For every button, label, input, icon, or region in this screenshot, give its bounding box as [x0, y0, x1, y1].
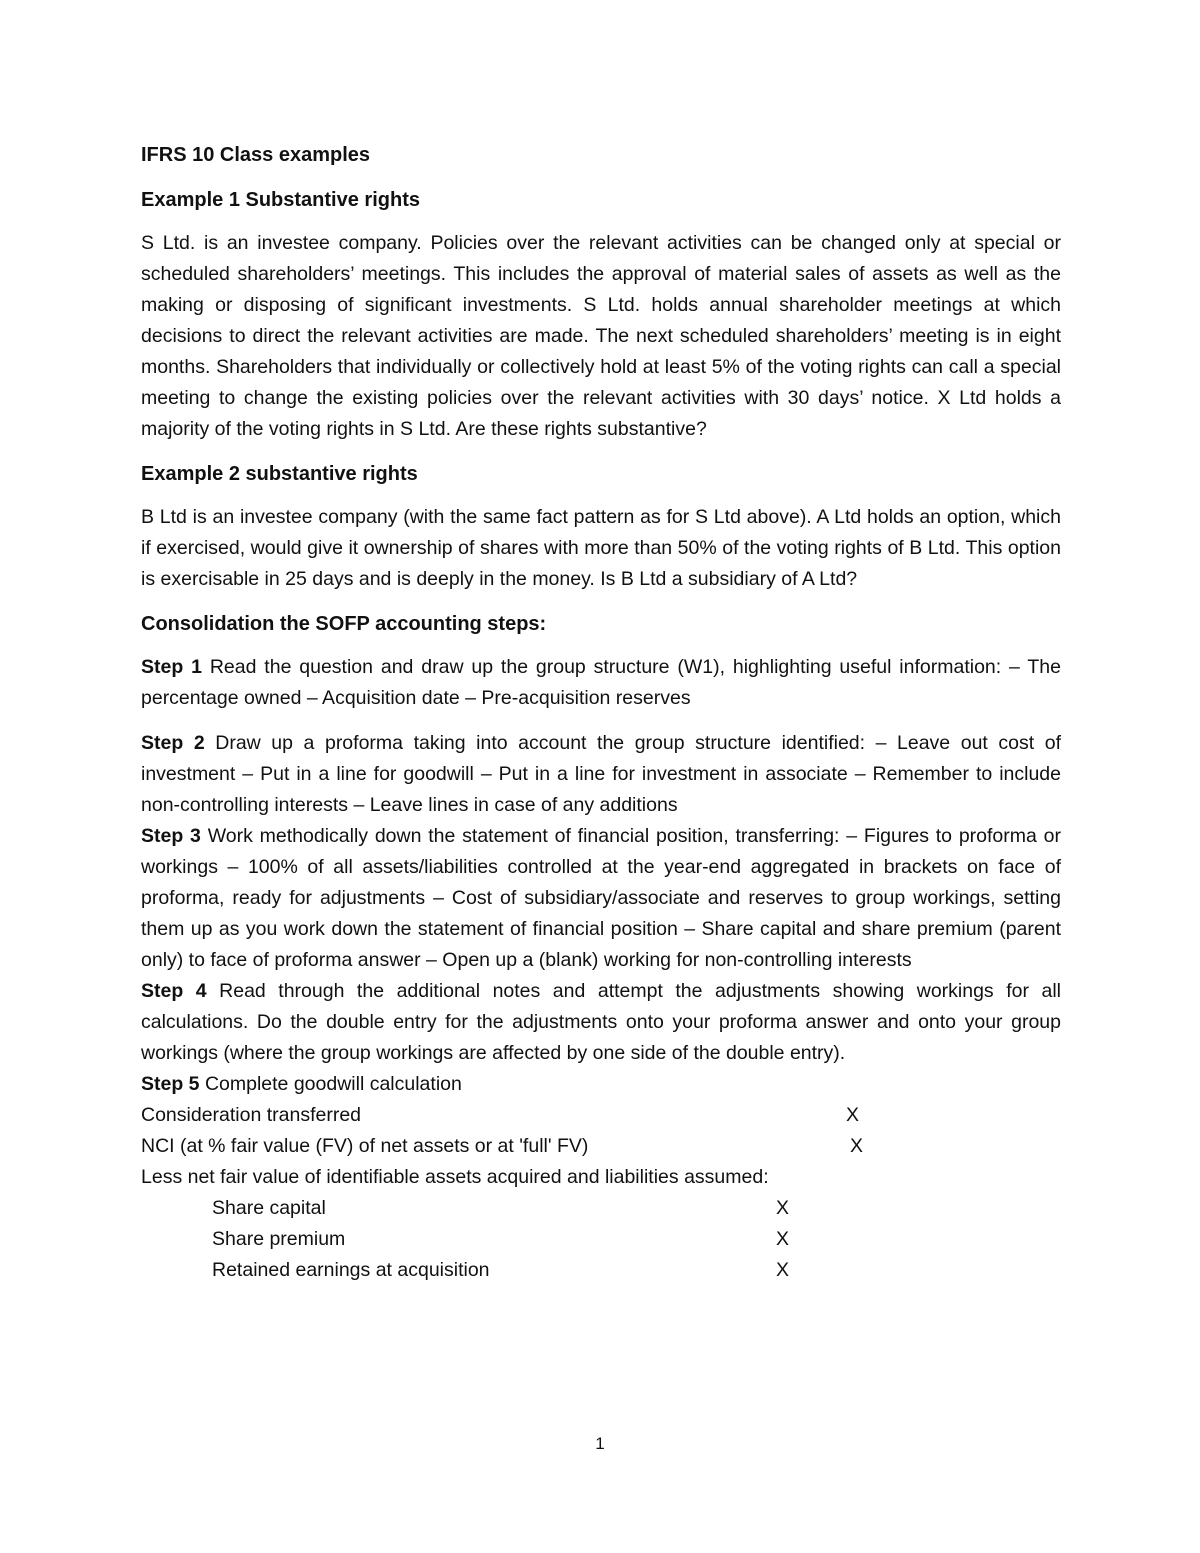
goodwill-row	[141, 1131, 1061, 1162]
goodwill-row-label: Share capital	[212, 1197, 326, 1219]
step-text: Complete goodwill calculation	[199, 1073, 462, 1095]
step-text: Read through the additional notes and attempt the adjustments showing workings for all calculations. Do the double entry for the adjustments onto your proforma answer and onto your group workings (where the group workings are affected by one side of the double entry).	[141, 980, 1061, 1064]
goodwill-calculation	[141, 1100, 1061, 1286]
goodwill-row-label: Consideration transferred	[141, 1104, 362, 1126]
goodwill-row	[141, 1162, 1061, 1193]
step-label: Step 3	[141, 825, 201, 847]
example2-heading: Example 2 substantive rights	[141, 463, 418, 485]
step-3	[141, 821, 1061, 976]
goodwill-row-value: X	[776, 1228, 790, 1250]
example1-body: S Ltd. is an investee company. Policies over the relevant activities can be changed only at special or scheduled shareholders’ meetings. This includes the approval of material sales of assets as well as the making or disposing of significant investments. S Ltd. holds annual shareholder meetings at which decisions to direct the relevant activities are made. The next scheduled shareholders’ meeting is in eight months. Shareholders that individually or collectively hold at least 5% of the voting rights can call a special meeting to change the existing policies over the relevant activities with 30 days’ notice. X Ltd holds a majority of the voting rights in S Ltd. Are these rights substantive?	[141, 232, 1061, 440]
goodwill-row	[141, 1193, 1061, 1224]
example2-body: B Ltd is an investee company (with the same fact pattern as for S Ltd above). A Ltd holds an option, which if exercised, would give it ownership of shares with more than 50% of the voting rights of B Ltd. This option is exercisable in 25 days and is deeply in the money. Is B Ltd a subsidiary of A Ltd?	[141, 506, 1061, 590]
goodwill-row-label: Less net fair value of identifiable assets acquired and liabilities assumed:	[141, 1166, 769, 1188]
step-text: Draw up a proforma taking into account the group structure identified: – Leave out cost of investment – Put in a line for goodwill – Put in a line for investment in associate – Remember to include non-controlling interests – Leave lines in case of any additions	[141, 732, 1061, 816]
step-4	[141, 976, 1061, 1069]
step-label: Step 2	[141, 732, 205, 754]
example1-heading: Example 1 Substantive rights	[141, 189, 420, 211]
step-2	[141, 728, 1061, 821]
step-1	[141, 652, 1061, 714]
document-page	[141, 140, 1061, 1286]
step-label: Step 4	[141, 980, 207, 1002]
step-label: Step 1	[141, 656, 202, 678]
page-number: 1	[595, 1434, 605, 1453]
goodwill-row-value: X	[850, 1135, 864, 1157]
step-label: Step 5	[141, 1073, 200, 1095]
goodwill-row-label: Share premium	[212, 1228, 346, 1250]
goodwill-row-value: X	[776, 1197, 790, 1219]
step-text: Work methodically down the statement of financial position, transferring: – Figures to proforma or workings – 100% of all assets/liabilities controlled at the year-end aggregated in brackets on face of proforma, ready for adjustments – Cost of subsidiary/associate and reserves to group workings, setting them up as you work down the statement of financial position – Share capital and share premium (parent only) to face of proforma answer – Open up a (blank) working for non-controlling interests	[141, 825, 1061, 971]
goodwill-row-value: X	[846, 1104, 860, 1126]
goodwill-row-value: X	[776, 1259, 790, 1281]
goodwill-row	[141, 1100, 1061, 1131]
step-5	[141, 1069, 1061, 1100]
consolidation-heading: Consolidation the SOFP accounting steps:	[141, 613, 547, 635]
goodwill-row	[141, 1255, 1061, 1286]
document-title: IFRS 10 Class examples	[141, 144, 371, 166]
step-text: Read the question and draw up the group structure (W1), highlighting useful information: – The percentage owned – Acquisition date – Pre-acquisition reserves	[141, 656, 1061, 709]
goodwill-row-label: NCI (at % fair value (FV) of net assets or at 'full' FV)	[141, 1135, 589, 1157]
goodwill-row	[141, 1224, 1061, 1255]
goodwill-row-label: Retained earnings at acquisition	[212, 1259, 490, 1281]
